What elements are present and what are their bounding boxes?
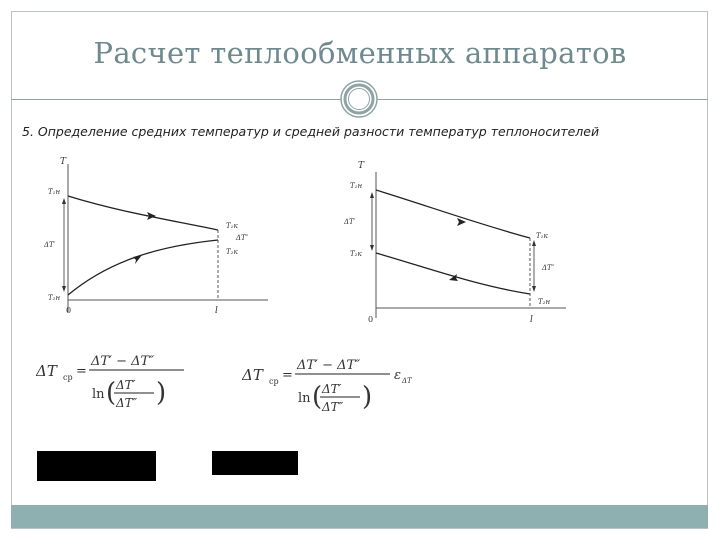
formula-numerator: ΔT′ − ΔT″ [297, 358, 361, 373]
hot-fluid-curve [68, 196, 218, 230]
t1k-label: T₁к [536, 232, 548, 240]
t2k-label: T₂к [226, 248, 238, 256]
formula-ln: ln [298, 391, 311, 406]
ring-ornament [340, 80, 378, 118]
t1n-label: T₁н [350, 182, 363, 190]
y-axis-label: T [60, 157, 67, 167]
delta-t2-label: ΔT″ [542, 264, 555, 272]
cold-fluid-curve [376, 253, 530, 294]
cold-fluid-curve [68, 240, 218, 295]
delta-t1-label: ΔT′ [44, 241, 56, 249]
counter-flow-diagram [338, 158, 578, 328]
inner-top: ΔT′ [116, 378, 136, 392]
hot-fluid-curve [376, 190, 530, 238]
formula-lhs-sub: ср [63, 373, 73, 382]
formula-lhs: ΔT [242, 366, 263, 384]
inner-bottom: ΔT″ [116, 396, 138, 410]
formula-equals: = [76, 364, 87, 379]
origin-label: 0 [368, 315, 374, 324]
cold-flow-arrow [133, 255, 142, 264]
mean-delta-t-formula [36, 346, 206, 416]
paren-right: ) [156, 378, 167, 408]
x-axis-label: l [215, 306, 218, 316]
paren-left: ( [312, 382, 323, 412]
footer-bar [11, 505, 708, 528]
hot-flow-arrow [457, 218, 466, 226]
mean-delta-t-formula-corrected [242, 350, 422, 420]
paren-right: ) [362, 382, 373, 412]
inner-bottom: ΔT″ [322, 400, 344, 414]
t1k-label: T₁к [226, 222, 238, 230]
t2n-label: T₂н [48, 294, 61, 302]
x-axis-label: l [530, 315, 533, 325]
parallel-flow-diagram [40, 150, 280, 320]
t1n-label: T₁н [48, 188, 61, 196]
paren-left: ( [106, 378, 117, 408]
slide-subtitle: 5. Определение средних температур и средней разности температур теплоносителей [22, 124, 600, 139]
t2k-label: T₂к [350, 250, 362, 258]
origin-label: 0 [66, 306, 72, 315]
redacted-box-right [212, 451, 298, 475]
formula-equals: = [282, 368, 293, 383]
formula-ln: ln [92, 387, 105, 402]
epsilon-factor: ε [394, 368, 401, 383]
formula-numerator: ΔT′ − ΔT″ [91, 354, 155, 369]
formula-lhs-sub: ср [269, 377, 279, 386]
formula-lhs: ΔT [36, 362, 57, 380]
inner-top: ΔT′ [322, 382, 342, 396]
slide-title: Расчет теплообменных аппаратов [93, 36, 627, 70]
redacted-box-left [37, 451, 156, 481]
delta-t2-label: ΔT″ [236, 234, 249, 242]
t2n-label: T₂н [538, 298, 551, 306]
y-axis-label: T [358, 161, 365, 171]
delta-t1-label: ΔT′ [344, 218, 356, 226]
epsilon-sub: ΔT [402, 377, 412, 385]
